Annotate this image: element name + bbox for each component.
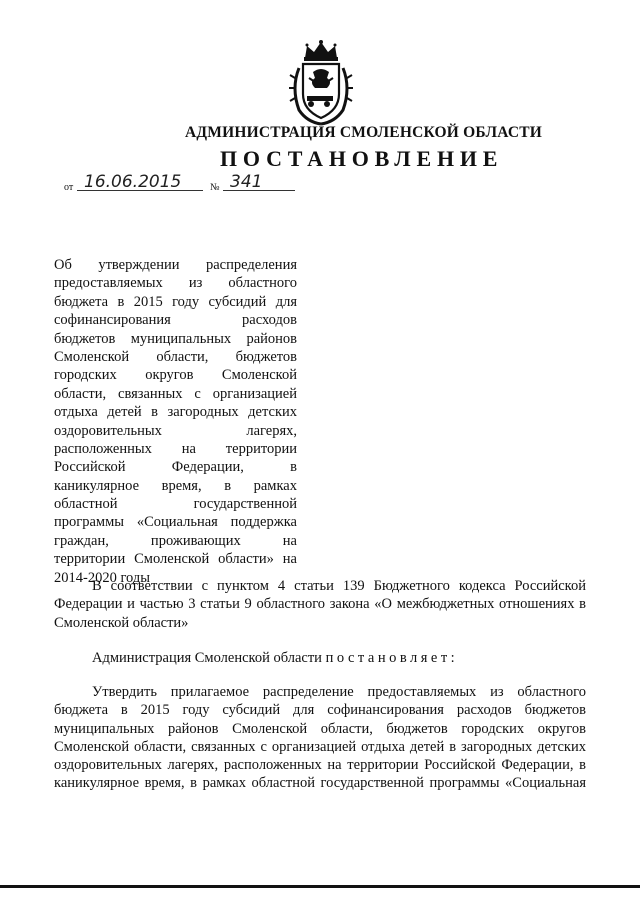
body-line: бюджета в 2015 году субсидий для софинансирования расходов бюджетов (54, 702, 586, 719)
document-title-block (54, 256, 297, 587)
title-line: 2014-2020 годы (54, 569, 150, 586)
date-value: 16.06.2015 (84, 172, 182, 192)
title-line: Российской Федерации, в (54, 459, 297, 476)
title-line: софинансирования расходов (54, 312, 297, 329)
title-line: граждан, проживающих на (54, 532, 297, 549)
body-line: Федерации и частью 3 статьи 9 областного закона «О межбюджетных отношениях в (54, 596, 586, 613)
body-line: Утвердить прилагаемое распределение предоставляемых из областного (92, 684, 586, 700)
date-number-line (50, 170, 310, 200)
number-prefix: № (210, 182, 220, 193)
title-line: расположенных на территории (54, 440, 297, 457)
number-value: 341 (230, 172, 263, 192)
body-line: каникулярное время, в рамках областной государственной программы «Социальная (54, 775, 586, 792)
organization-name: АДМИНИСТРАЦИЯ СМОЛЕНСКОЙ ОБЛАСТИ (185, 124, 543, 141)
title-line: предоставляемых из областного (54, 275, 297, 292)
document-type-title: ПОСТАНОВЛЕНИЕ (220, 146, 504, 171)
approval-paragraph (54, 683, 586, 793)
title-line: отдыха детей в загородных детских (54, 404, 297, 421)
title-line: территории Смоленской области» на (54, 551, 297, 568)
coat-of-arms-emblem (287, 38, 355, 128)
body-line: оздоровительных лагерях, расположенных на территории Российской Федерации, в (54, 757, 586, 774)
resolution-paragraph (54, 649, 586, 667)
title-line: бюджетов муниципальных районов (54, 330, 297, 347)
title-line: программы «Социальная поддержка (54, 514, 297, 531)
title-line: бюджета в 2015 году субсидий для (54, 293, 297, 310)
title-line: Смоленской области, бюджетов (54, 348, 297, 365)
page-bottom-rule (0, 885, 640, 888)
body-line (54, 649, 586, 667)
body-line: Смоленской области, связанных с организацией отдыха детей в загородных детских (54, 738, 586, 755)
title-line: оздоровительных лагерях, (54, 422, 297, 439)
preamble-paragraph (54, 577, 586, 632)
title-line: областной государственной (54, 496, 297, 513)
body-line: муниципальных районов Смоленской области, бюджетов городских округов (54, 720, 586, 737)
resolution-subject: Администрация Смоленской области (92, 650, 322, 666)
title-line: области, связанных с организацией (54, 385, 297, 402)
title-line: Об утверждении распределения (54, 257, 297, 273)
title-line: каникулярное время, в рамках (54, 477, 297, 494)
body-line: Смоленской области» (54, 614, 189, 631)
title-line: городских округов Смоленской (54, 367, 297, 384)
date-prefix: от (64, 182, 74, 193)
body-line: В соответствии с пунктом 4 статьи 139 Бюджетного кодекса Российской (92, 578, 586, 594)
resolution-verb: постановляет: (325, 650, 459, 666)
